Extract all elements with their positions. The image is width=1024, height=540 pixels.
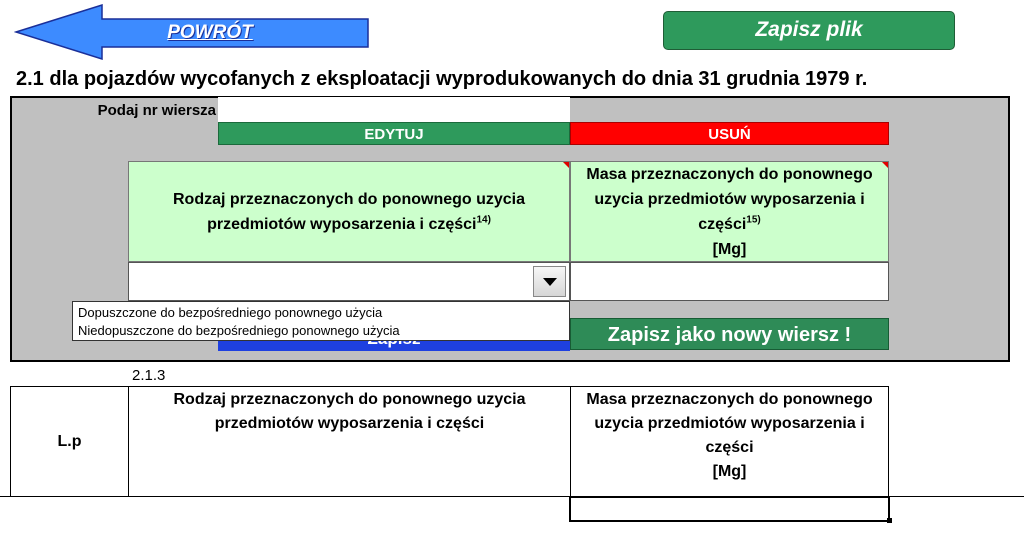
mass-header-text: Masa przeznaczonych do ponownego uzycia przedmiotów wyposarzenia i części — [586, 165, 873, 233]
type-select-value — [135, 263, 527, 300]
type-select[interactable] — [128, 262, 570, 301]
delete-button[interactable]: USUŃ — [570, 122, 889, 145]
subsection-number: 2.1.3 — [132, 367, 166, 384]
type-table-header: Rodzaj przeznaczonych do ponownego uzycia przedmiotów wyposarzenia i części — [173, 391, 526, 432]
save-as-new-row-button[interactable]: Zapisz jako nowy wiersz ! — [570, 318, 889, 350]
mass-table-header — [571, 387, 888, 496]
mass-column-header — [570, 161, 889, 262]
fill-handle[interactable] — [887, 518, 892, 523]
edit-button[interactable]: EDYTUJ — [218, 122, 570, 145]
back-button-label[interactable]: POWRÓT — [167, 22, 253, 43]
row-number-input[interactable] — [218, 97, 570, 122]
table-border — [888, 386, 889, 496]
comment-indicator-icon — [563, 162, 569, 168]
mass-input[interactable] — [570, 262, 889, 301]
row-number-label: Podaj nr wiersza — [97, 102, 216, 119]
type-dropdown-list — [72, 301, 570, 341]
mass-table-unit: [Mg] — [712, 463, 747, 480]
section-title: 2.1 dla pojazdów wycofanych z eksploatacji wyprodukowanych do dnia 31 grudnia 1979 r. — [16, 68, 868, 90]
mass-footnote: 15) — [746, 214, 761, 226]
type-footnote: 14) — [476, 214, 491, 226]
comment-indicator-icon — [882, 162, 888, 168]
type-header-text: Rodzaj przeznaczonych do ponownego uzycia przedmiotów wyposarzenia i części — [172, 190, 526, 233]
mass-unit: [Mg] — [712, 240, 747, 258]
dropdown-option[interactable]: Niedopuszczone do bezpośredniego ponownego użycia — [78, 323, 400, 338]
type-column-header — [128, 161, 570, 262]
mass-table-header-text: Masa przeznaczonych do ponownego uzycia przedmiotów wyposarzenia i części — [586, 391, 873, 456]
dropdown-option[interactable]: Dopuszczone do bezpośredniego ponownego użycia — [78, 305, 383, 320]
chevron-down-icon[interactable] — [533, 266, 566, 297]
save-file-button[interactable]: Zapisz plik — [663, 11, 955, 50]
lp-column-header: L.p — [57, 432, 82, 450]
active-cell[interactable] — [569, 496, 890, 522]
